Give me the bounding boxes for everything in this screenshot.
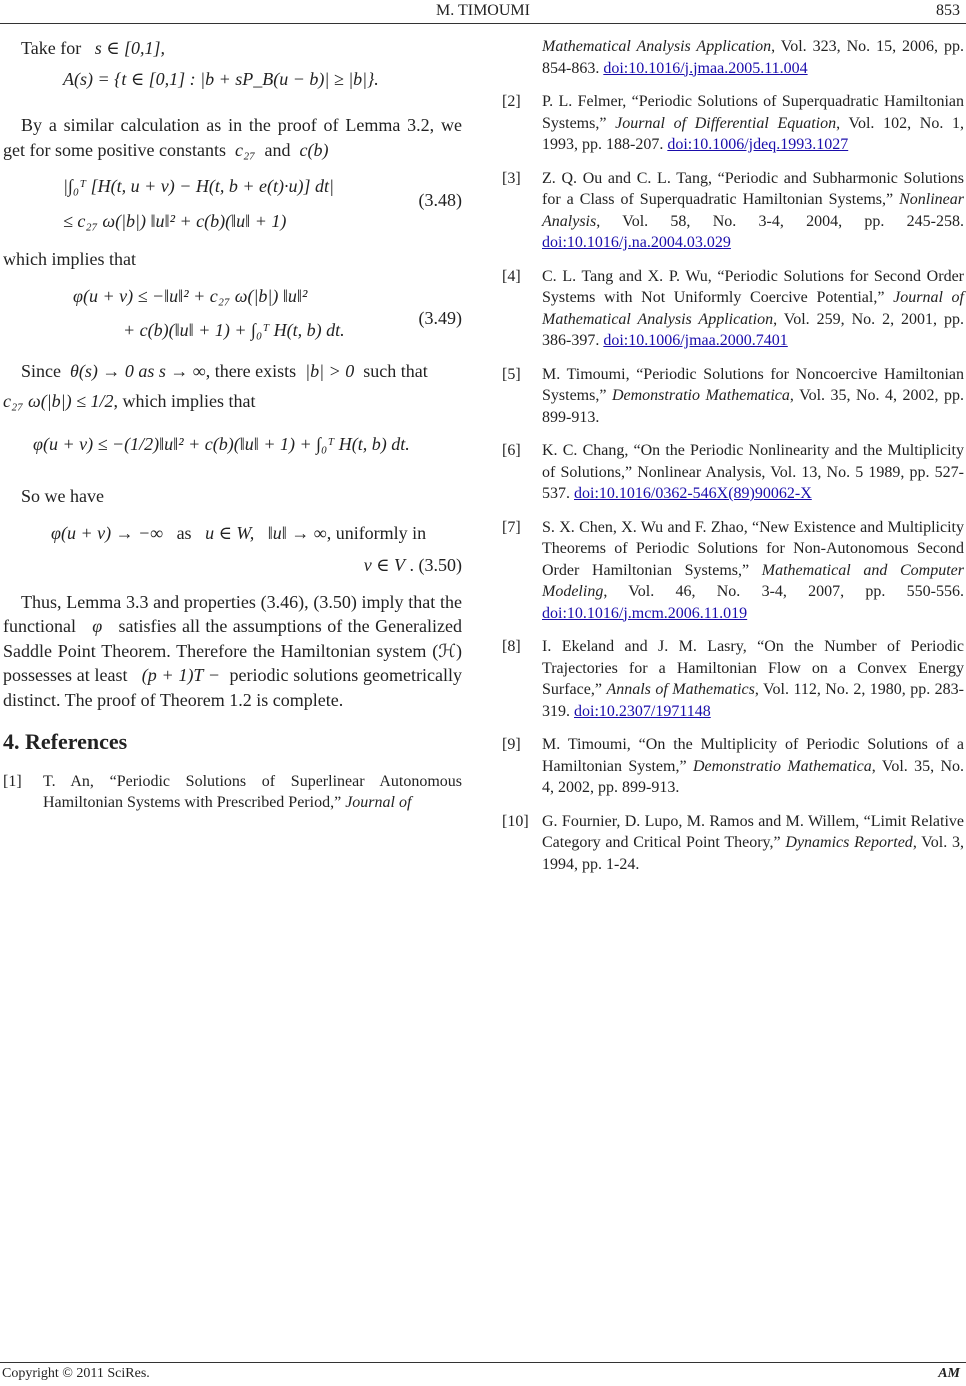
- reference-number: [10]: [502, 812, 529, 830]
- eq-3-49-line-1: φ(u + v) ≤ −‖u‖² + c₂₇ ω(|b|) ‖u‖²: [73, 285, 308, 306]
- reference-journal: Mathematical Analysis Application: [542, 38, 772, 55]
- running-head-author: M. TIMOUMI: [436, 2, 530, 19]
- reference-text: , Vol. 323, No. 15, 2006, pp. 854-863.: [542, 38, 964, 77]
- so-we-have-text: So we have: [21, 486, 104, 506]
- reference-number: [4]: [502, 267, 521, 285]
- as-text: as: [176, 522, 192, 543]
- conclusion-text-b: satisfies all the assumptions of the Generalized Saddle Point Theorem. Therefore the Hamiltonian system (ℋ) possesses at least: [3, 616, 463, 685]
- lemma-calc-text: By a similar calculation as in the proof of Lemma 3.2, we get for some positive constants: [3, 115, 462, 160]
- reference-details: , Vol. 102, No. 1, 1993, pp. 188-207.: [542, 114, 965, 153]
- reference-journal: Demonstratio Mathematica: [692, 757, 872, 775]
- doi-link[interactable]: doi:10.1016/j.na.2004.03.029: [542, 234, 731, 251]
- theta-limit: θ(s) → 0 as s → ∞: [70, 360, 206, 381]
- reference-text: M. Timoumi, “Periodic Solutions for Noncoercive Hamiltonian Systems,”: [542, 365, 964, 404]
- reference-details: , Vol. 46, No. 3-4, 2007, pp. 550-556.: [603, 583, 964, 600]
- c27-omega-condition: c₂₇ ω(|b|) ≤ 1/2: [3, 391, 114, 411]
- eq-3-50-line: [3, 553, 462, 578]
- reference-number: [3]: [502, 169, 521, 187]
- paragraph-lemma-calc: [3, 113, 462, 162]
- eq-3-50-number: . (3.50): [409, 555, 462, 575]
- eq-3-49-line-2: + c(b)(‖u‖ + 1) + ∫₀ᵀ H(t, b) dt.: [123, 320, 345, 340]
- reference-details: , Vol. 58, No. 3-4, 2004, pp. 245-258.: [596, 212, 964, 230]
- phi-symbol: φ: [92, 616, 103, 636]
- reference-journal: Journal of Differential Equation: [615, 114, 837, 132]
- reference-list: [502, 91, 964, 875]
- reference-item: [502, 440, 964, 505]
- reference-text: G. Fournier, D. Lupo, M. Ramos and M. Willem, “Limit Relative Category and Critical Point Theory,”: [542, 812, 964, 851]
- journal-abbrev: AM: [938, 1366, 960, 1381]
- limit-line: [3, 521, 462, 546]
- reference-number: [8]: [502, 638, 521, 655]
- paragraph-since: [3, 359, 462, 384]
- reference-item: [502, 91, 964, 156]
- reference-text: I. Ekeland and J. M. Lasry, “On the Number of Periodic Trajectories for a Hamiltonian Flow on a Convex Energy Surface,”: [542, 638, 964, 698]
- doi-link[interactable]: doi:10.1016/j.jmaa.2005.11.004: [603, 59, 808, 77]
- constant-c27: c₂₇: [234, 139, 256, 160]
- doi-link[interactable]: doi:10.1016/0362-546X(89)90062-X: [574, 485, 812, 502]
- u-norm-limit: ‖u‖ → ∞: [267, 522, 327, 543]
- there-exists-text: , there exists: [205, 360, 297, 381]
- reference-journal: Dynamics Reported: [785, 834, 913, 851]
- eq-final-inequality: φ(u + v) ≤ −(1/2)‖u‖² + c(b)(‖u‖ + 1) + ∫₀ᵀ H(t, b) dt.: [33, 433, 410, 454]
- reference-number: [9]: [502, 736, 521, 753]
- uniformly-text: , uniformly in: [326, 522, 427, 543]
- equation-3-48: [63, 174, 462, 233]
- reference-journal: Journal of Mathematical Analysis Application: [542, 289, 964, 328]
- reference-text: S. X. Chen, X. Wu and F. Zhao, “New Existence and Multiplicity Theorems of Periodic Solutions for Non-Autonomous Second Order Hamiltonian Systems,”: [542, 518, 964, 579]
- page-number: 853: [936, 2, 960, 19]
- doi-link[interactable]: doi:10.2307/1971148: [574, 702, 711, 720]
- reference-journal: Mathematical and Computer Modeling: [542, 561, 964, 600]
- reference-number: [5]: [502, 365, 521, 383]
- such-that-text: such that: [363, 360, 428, 381]
- constant-cb: c(b): [299, 139, 329, 160]
- reference-details: , Vol. 35, No. 4, 2002, pp. 899-913.: [542, 387, 965, 426]
- doi-link[interactable]: doi:10.1006/jdeq.1993.1027: [667, 136, 849, 153]
- reference-item: [502, 168, 964, 254]
- reference-item: [502, 734, 964, 799]
- set-A-formula: A(s) = {t ∈ [0,1] : |b + sP_B(u − b)| ≥ |b|}.: [63, 68, 379, 89]
- conclusion-text-c: periodic solutions geometrically distinct. The proof of Theorem 1.2 is complete.: [3, 665, 463, 710]
- v-in-V: v ∈ V: [363, 555, 405, 575]
- paragraph-conclusion: [3, 590, 462, 713]
- equation-unnumbered: [33, 432, 462, 457]
- reference-journal: Demonstratio Mathematica: [611, 387, 790, 404]
- eq-3-48-line-2: ≤ c₂₇ ω(|b|) ‖u‖² + c(b)(‖u‖ + 1): [63, 210, 287, 231]
- eq-3-48-number: (3.48): [418, 190, 462, 210]
- doi-link[interactable]: doi:10.1016/j.mcm.2006.11.019: [542, 604, 748, 622]
- reference-text: K. C. Chang, “On the Periodic Nonlinearity and the Multiplicity of Solutions,” Nonlinear Analysis, Vol. 13, No. 5 1989, pp. 527-537.: [542, 442, 964, 502]
- reference-item: [502, 517, 964, 625]
- u-in-W: u ∈ W,: [205, 522, 255, 543]
- right-column: [502, 36, 964, 887]
- reference-item: [502, 266, 964, 352]
- left-column: [3, 36, 462, 826]
- reference-text: P. L. Felmer, “Periodic Solutions of Superquadratic Hamiltonian Systems,”: [542, 93, 964, 132]
- reference-number: [1]: [3, 772, 22, 790]
- paragraph-so-we-have: [3, 484, 462, 509]
- reference-text: C. L. Tang and X. P. Wu, “Periodic Solutions for Second Order Systems with Not Uniformly Coercive Potential,”: [542, 267, 964, 306]
- take-for-line: [3, 36, 462, 61]
- reference-number: [2]: [502, 93, 521, 110]
- reference-number: [7]: [502, 518, 521, 536]
- since-text: Since: [21, 360, 61, 381]
- reference-details: , Vol. 112, No. 2, 1980, pp. 283-319.: [542, 681, 965, 720]
- doi-link[interactable]: doi:10.1006/jmaa.2000.7401: [603, 332, 788, 349]
- eq-3-49-number: (3.49): [418, 307, 462, 328]
- reference-text: T. An, “Periodic Solutions of Superlinear Autonomous Hamiltonian Systems with Prescribed Period,”: [43, 772, 462, 811]
- reference-journal: Journal of: [345, 794, 412, 811]
- reference-item: [502, 811, 964, 876]
- copyright-notice: Copyright © 2011 SciRes.: [2, 1366, 150, 1381]
- section-heading-references: 4. References: [3, 729, 128, 754]
- reference-number: [6]: [502, 442, 521, 459]
- reference-journal: Nonlinear Analysis: [542, 191, 964, 230]
- reference-item: [502, 364, 964, 429]
- phi-limit: φ(u + v) → −∞: [51, 522, 164, 543]
- footer-rule: [0, 1362, 966, 1363]
- paragraph-which-implies: [3, 247, 462, 272]
- reference-details: , Vol. 35, No. 4, 2002, pp. 899-913.: [542, 757, 965, 796]
- implies-text: , which implies that: [113, 391, 256, 411]
- reference-text: Z. Q. Ou and C. L. Tang, “Periodic and Subharmonic Solutions for a Class of Superquadratic Hamiltonian Systems,”: [542, 169, 964, 208]
- eq-3-48-line-1: |∫₀ᵀ [H(t, u + v) − H(t, b + e(t)·u)] dt|: [63, 176, 334, 196]
- reference-1-continued: [502, 36, 964, 79]
- reference-details: , Vol. 259, No. 2, 2001, pp. 386-397.: [542, 310, 964, 349]
- reference-1: [3, 771, 462, 814]
- reference-item: [502, 636, 964, 722]
- reference-details: , Vol. 3, 1994, pp. 1-24.: [542, 834, 965, 873]
- equation-3-49: [73, 284, 462, 343]
- and-text: and: [264, 139, 291, 160]
- b-positive: |b| > 0: [305, 360, 355, 381]
- reference-journal: Annals of Mathematics: [606, 681, 755, 698]
- set-definition: [63, 67, 462, 92]
- header-rule: [0, 23, 966, 24]
- conclusion-text-a: Thus, Lemma 3.3 and properties (3.46), (3.50) imply that the functional: [3, 591, 462, 636]
- take-for-text: Take for: [21, 38, 82, 58]
- s-in-interval: s ∈ [0,1],: [94, 38, 166, 58]
- p-plus-1-T: (p + 1)T −: [141, 665, 221, 685]
- reference-text: M. Timoumi, “On the Multiplicity of Periodic Solutions of a Hamiltonian System,”: [542, 736, 964, 775]
- which-implies-text: which implies that: [3, 249, 136, 269]
- condition-line: [3, 389, 462, 414]
